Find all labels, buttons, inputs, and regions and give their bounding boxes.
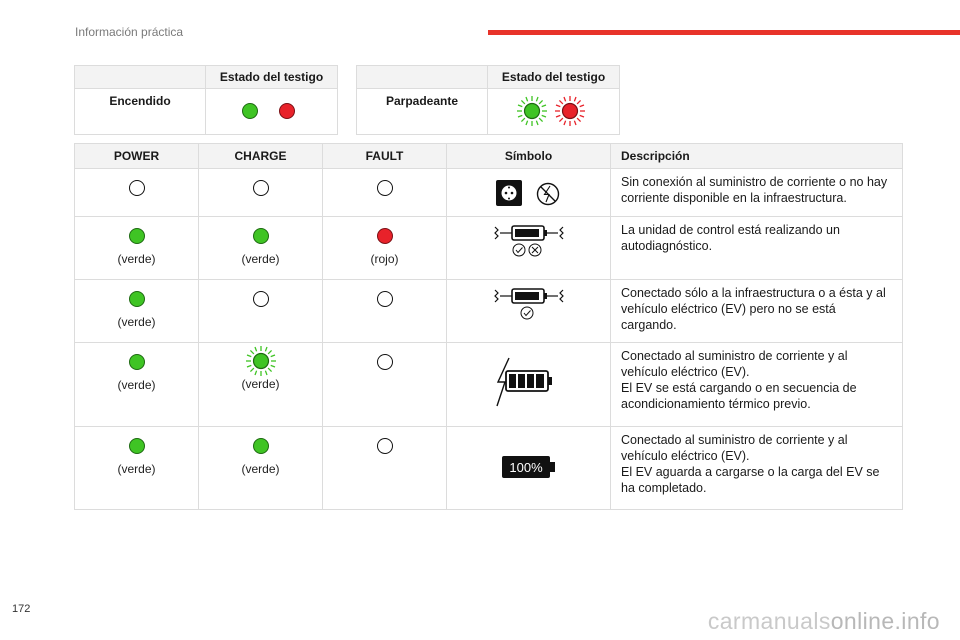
led-red-steady-icon — [279, 103, 295, 119]
fault-cell — [323, 217, 447, 280]
charging-battery-symbol-icon — [494, 357, 564, 407]
fault-cell — [323, 343, 447, 427]
page-number: 172 — [12, 603, 31, 615]
legend-steady-leds — [206, 89, 338, 135]
status-table-header-row — [75, 144, 903, 169]
watermark-part-b: online.info — [830, 608, 940, 634]
led-green-icon — [129, 291, 145, 307]
charge-cell — [199, 217, 323, 280]
led-red-blinking-icon — [554, 95, 586, 127]
symbol-cell — [447, 280, 611, 343]
table-row — [75, 169, 903, 217]
description-line: Conectado al suministro de corriente y al vehículo eléctrico (EV). — [621, 433, 848, 463]
led-green-steady-icon — [242, 103, 258, 119]
connected-symbol-icon — [492, 286, 566, 322]
led-caption: (verde) — [241, 377, 280, 391]
description-cell: Sin conexión al suministro de corriente o no hay corriente disponible en la infraestructura. — [611, 169, 903, 217]
led-green-icon — [129, 354, 145, 370]
legend-steady-table — [74, 65, 338, 135]
fault-cell — [323, 169, 447, 217]
charge-cell — [199, 427, 323, 510]
column-header-symbol: Símbolo — [447, 144, 611, 169]
column-header-charge: CHARGE — [199, 144, 323, 169]
legend-blink-leds — [488, 89, 620, 135]
watermark — [708, 608, 940, 635]
description-cell — [611, 343, 903, 427]
legend-blink-blank-header — [357, 66, 488, 89]
header-accent-bar — [488, 30, 960, 35]
table-row — [75, 280, 903, 343]
led-off-icon — [253, 180, 269, 196]
led-caption: (verde) — [241, 252, 280, 266]
led-green-icon — [129, 228, 145, 244]
description-line: El EV aguarda a cargarse o la carga del EV se ha completado. — [621, 465, 880, 495]
table-row — [75, 217, 903, 280]
power-cell — [75, 427, 199, 510]
led-green-icon — [129, 438, 145, 454]
full-battery-symbol-icon — [501, 455, 557, 479]
legend-blink-header: Estado del testigo — [488, 66, 620, 89]
led-caption: (verde) — [117, 315, 156, 329]
led-off-icon — [377, 180, 393, 196]
led-green-blinking-icon — [245, 345, 277, 377]
battery-percentage: 100% — [508, 460, 543, 475]
symbol-cell — [447, 169, 611, 217]
section-title: Información práctica — [75, 25, 184, 39]
led-caption: (verde) — [117, 378, 156, 392]
power-cell — [75, 343, 199, 427]
column-header-description: Descripción — [611, 144, 903, 169]
column-header-fault: FAULT — [323, 144, 447, 169]
no-power-symbol-icon — [494, 178, 564, 210]
symbol-cell — [447, 217, 611, 280]
table-row — [75, 427, 903, 510]
charge-cell — [199, 343, 323, 427]
charge-cell — [199, 280, 323, 343]
led-off-icon — [377, 291, 393, 307]
led-caption: (verde) — [117, 252, 156, 266]
led-caption: (rojo) — [370, 252, 399, 266]
fault-cell — [323, 280, 447, 343]
self-test-symbol-icon — [492, 223, 566, 259]
column-header-power: POWER — [75, 144, 199, 169]
description-line: El EV se está cargando o en secuencia de acondicionamiento térmico previo. — [621, 381, 857, 411]
led-off-icon — [253, 291, 269, 307]
legend-steady-label: Encendido — [75, 89, 206, 135]
status-table — [74, 143, 903, 510]
led-off-icon — [129, 180, 145, 196]
led-green-icon — [253, 228, 269, 244]
power-cell — [75, 280, 199, 343]
description-cell — [611, 427, 903, 510]
power-cell — [75, 217, 199, 280]
description-cell: La unidad de control está realizando un autodiagnóstico. — [611, 217, 903, 280]
led-green-blinking-icon — [516, 95, 548, 127]
fault-cell — [323, 427, 447, 510]
charge-cell — [199, 169, 323, 217]
symbol-cell — [447, 427, 611, 510]
led-red-icon — [377, 228, 393, 244]
led-green-icon — [253, 438, 269, 454]
legend-blink-label: Parpadeante — [357, 89, 488, 135]
watermark-part-a: carmanuals — [707, 608, 831, 634]
led-off-icon — [377, 438, 393, 454]
table-row — [75, 343, 903, 427]
led-caption: (verde) — [117, 462, 156, 476]
symbol-cell — [447, 343, 611, 427]
legend-blink-table — [356, 65, 620, 135]
legend-steady-header: Estado del testigo — [206, 66, 338, 89]
led-caption: (verde) — [241, 462, 280, 476]
description-line: Conectado al suministro de corriente y al vehículo eléctrico (EV). — [621, 349, 848, 379]
led-off-icon — [377, 354, 393, 370]
legend-steady-blank-header — [75, 66, 206, 89]
power-cell — [75, 169, 199, 217]
description-cell: Conectado sólo a la infraestructura o a ésta y al vehículo eléctrico (EV) pero no se está cargando. — [611, 280, 903, 343]
